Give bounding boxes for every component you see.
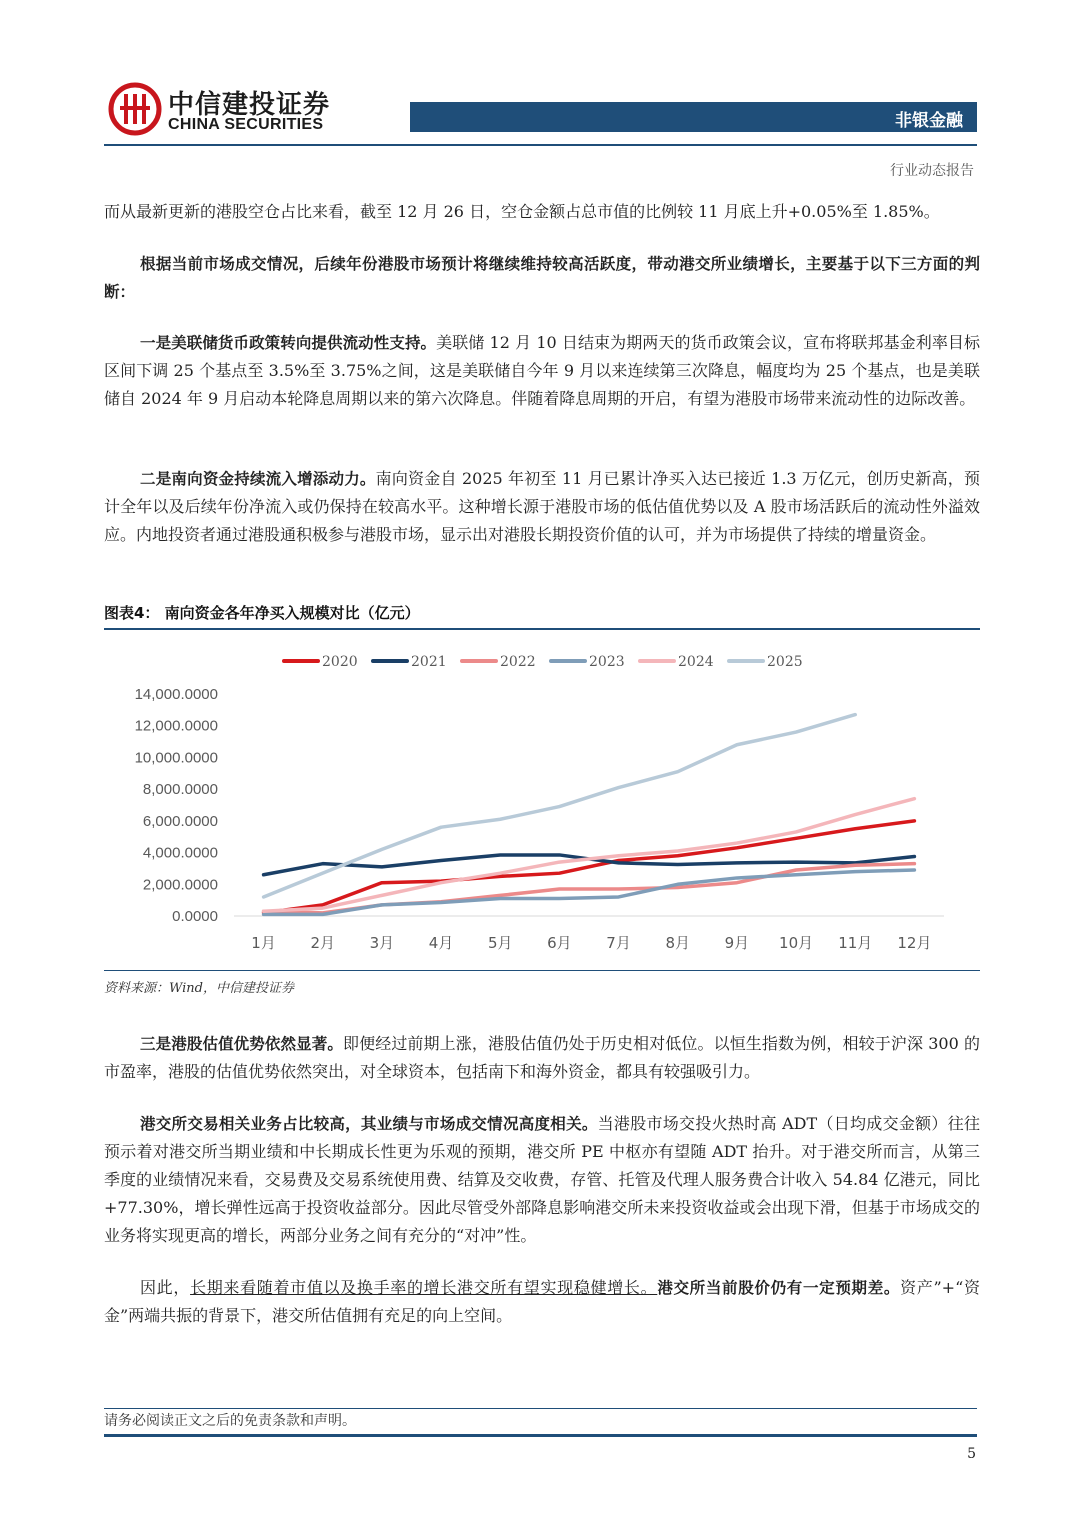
legend-label-2022: 2022: [500, 654, 536, 670]
paragraph-valuation: [104, 1030, 980, 1086]
x-tick-label: 11月: [838, 934, 873, 952]
paragraph-text: 美联储 12 月 10 日结束为期两天的货币政策会议，宣布将联邦基金利率目标区间下调 25 个基点至 3.5%至 3.75%之间，这是美联储自今年 9 月以来连续第三次降息，幅度均为 25 个基点，也是美联储自 2024 年 9 月启动本轮降息周期以来的第六次降息。伴随着降息周期的开启，有望为港股市场带来流动性的边际改善。: [104, 333, 980, 408]
y-tick-label: 12,000.0000: [134, 717, 218, 735]
page-number: 5: [967, 1446, 976, 1462]
paragraph-lead: 根据当前市场成交情况，后续年份港股市场预计将继续维持较高活跃度，带动港交所业绩增长，主要基于以下三方面的判断：: [104, 255, 980, 301]
paragraph-lead: 一是美联储货币政策转向提供流动性支持。: [140, 334, 437, 352]
category-bar: [410, 102, 977, 132]
footer-rule-top: [104, 1408, 977, 1409]
paragraph-hkex-business: [104, 1110, 980, 1250]
paragraph-southbound: [104, 465, 980, 549]
x-tick-label: 10月: [779, 934, 814, 952]
y-tick-label: 14,000.0000: [134, 686, 218, 703]
figure-top-rule: [104, 628, 980, 630]
legend-label-2020: 2020: [322, 654, 358, 670]
series-line-2022: [264, 864, 915, 913]
paragraph-underlined-text: 长期来看随着市值以及换手率的增长港交所有望实现稳健增长。: [190, 1278, 658, 1297]
legend-label-2025: 2025: [767, 654, 803, 670]
paragraph-lead: 港交所交易相关业务占比较高，其业绩与市场成交情况高度相关。: [140, 1115, 598, 1133]
china-securities-logo-icon: [108, 82, 162, 136]
series-line-2025: [264, 715, 856, 897]
paragraph-text: 即便经过前期上涨，港股估值仍处于历史相对低位。以恒生指数为例，相较于沪深 300 的市盈率，港股的估值优势依然突出，对全球资本，包括南下和海外资金，都具有较强吸引力。: [104, 1034, 980, 1081]
x-tick-label: 6月: [547, 934, 572, 952]
y-tick-label: 0.0000: [172, 908, 218, 925]
x-tick-label: 9月: [724, 934, 750, 952]
report-type: 行业动态报告: [890, 163, 974, 179]
header-divider: [104, 144, 977, 146]
brand-name-en: CHINA SECURITIES: [168, 116, 324, 133]
figure-source: 资料来源：Wind，中信建投证券: [104, 981, 294, 996]
category-label: 非银金融: [895, 111, 963, 131]
paragraph-outlook: [104, 250, 980, 306]
figure-bottom-rule: [104, 970, 980, 971]
x-tick-label: 4月: [428, 934, 454, 952]
paragraph-conclusion: [104, 1274, 980, 1330]
y-tick-label: 10,000.0000: [134, 749, 218, 767]
legend-label-2021: 2021: [411, 654, 447, 670]
paragraph-lead: 港交所当前股价仍有一定预期差。: [657, 1279, 901, 1297]
figure-title: 图表4： 南向资金各年净买入规模对比（亿元）: [104, 604, 420, 622]
y-tick-label: 8,000.0000: [142, 781, 218, 799]
x-tick-label: 3月: [369, 934, 395, 952]
brand-name-cn: 中信建投证券: [168, 90, 331, 120]
southbound-flow-line-chart: [104, 634, 980, 968]
footer-rule-bottom: [104, 1434, 977, 1437]
disclaimer-note: 请务必阅读正文之后的免责条款和声明。: [104, 1413, 356, 1429]
x-tick-label: 2月: [310, 934, 336, 952]
paragraph-text: 当港股市场交投火热时高 ADT（日均成交金额）往往预示着对港交所当期业绩和中长期成长性更为乐观的预期，港交所 PE 中枢亦有望随 ADT 抬升。对于港交所而言，从第三季度的业绩情况来看，交易费及交易系统使用费、结算及交收费，存管、托管及代理人服务费合计收入 54.84 亿港元，同比+77.30%，增长弹性远高于投资收益部分。因此尽管受外部降息影响港交所未来投资收益或会出现下滑，但基于市场成交的业务将实现更高的增长，两部分业务之间有充分的“对冲”性。: [104, 1114, 980, 1245]
paragraph-text: 资产”+“资金”两端共振的背景下，港交所估值拥有充足的向上空间。: [104, 1278, 980, 1325]
series-line-2024: [264, 799, 915, 912]
legend-label-2023: 2023: [589, 654, 625, 670]
paragraph-text: 而从最新更新的港股空仓占比来看，截至 12 月 26 日，空仓金额占总市值的比例较 11 月底上升+0.05%至 1.85%。: [104, 202, 940, 221]
y-tick-label: 6,000.0000: [142, 812, 218, 830]
paragraph-lead: 三是港股估值优势依然显著。: [140, 1035, 343, 1053]
paragraph-short-position: [104, 198, 980, 226]
paragraph-fed-policy: [104, 329, 980, 413]
x-tick-label: 12月: [897, 934, 932, 952]
x-tick-label: 8月: [665, 934, 691, 952]
y-tick-label: 2,000.0000: [142, 876, 218, 894]
legend-label-2024: 2024: [678, 654, 714, 670]
y-tick-label: 4,000.0000: [142, 844, 218, 862]
x-tick-label: 5月: [487, 934, 513, 952]
x-tick-label: 1月: [251, 934, 276, 952]
paragraph-lead: 二是南向资金持续流入增添动力。: [140, 470, 376, 488]
paragraph-text: 因此，: [140, 1278, 191, 1297]
paragraph-text: 南向资金自 2025 年初至 11 月已累计净买入达已接近 1.3 万亿元，创历史新高，预计全年以及后续年份净流入或仍保持在较高水平。这种增长源于港股市场的低估值优势以及 A 股市场活跃后的流动性外溢效应。内地投资者通过港股通积极参与港股市场，显示出对港股长期投资价值的认可，并为市场提供了持续的增量资金。: [104, 469, 980, 544]
x-tick-label: 7月: [606, 934, 631, 952]
